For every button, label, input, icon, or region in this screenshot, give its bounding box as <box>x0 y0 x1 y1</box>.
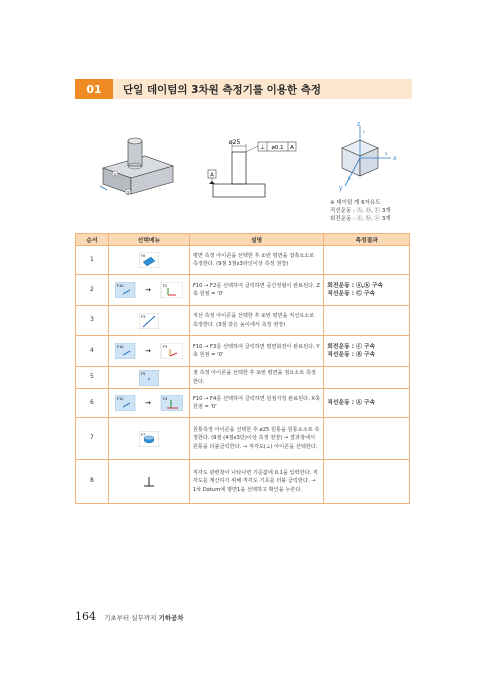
menu-cell <box>108 306 189 336</box>
step-description: F10 → F3를 선택하여 클릭하면 평면회전이 완료된다. Y축 원점 = '0' <box>189 336 323 367</box>
svg-text:F2: F2 <box>162 284 168 288</box>
svg-text:F5: F5 <box>140 371 146 376</box>
step-description: 직각도 관련창이 나타나면 기준값에 0.1을 입력한다. 직각도를 계산하기 위해 직각도 기호를 더블 클릭한다. → 1차 Datum에 평면1을 선택하고 확인을 누른다. <box>189 460 323 504</box>
step-number: 8 <box>76 460 109 504</box>
tol-datum: A <box>290 145 294 151</box>
menu-cell <box>108 418 189 460</box>
origin-set-icon[interactable] <box>115 395 183 411</box>
line-measure-icon[interactable] <box>139 313 159 329</box>
perpendicularity-icon[interactable] <box>142 475 156 489</box>
axis-x: x <box>393 155 397 162</box>
step-number: 4 <box>76 336 109 367</box>
table-row <box>76 306 410 336</box>
plane-rotate-icon[interactable] <box>115 343 183 359</box>
marker-1: ① <box>113 172 117 177</box>
menu-cell <box>108 275 189 306</box>
table-row <box>76 418 410 460</box>
page-footer <box>75 610 184 623</box>
axis-y: y <box>339 185 343 192</box>
col-header-menu: 선택메뉴 <box>108 234 189 246</box>
col-header-result: 측정결과 <box>324 234 410 246</box>
step-description: 평면 측정 아이콘을 선택한 후 ①번 평면을 접촉요소로 측정한다. (9점 3점x3라인이상 측정 권장) <box>189 246 323 275</box>
axis-label-c: c <box>363 129 366 134</box>
step-result: 회전운동 : ⓒ 구속 직선운동 : Ⓑ 구속 <box>324 336 410 367</box>
svg-text:F3: F3 <box>162 345 168 349</box>
col-header-step: 순서 <box>76 234 109 246</box>
step-result <box>324 418 410 460</box>
step-description: 점 측정 아이콘을 선택한 후 ③번 평면을 점요소로 측정한다. <box>189 367 323 389</box>
table-header-row <box>76 234 410 246</box>
part-drawing <box>208 139 296 197</box>
note-line: ※ 데이텀 계 6자유도 <box>330 200 381 206</box>
step-number: 5 <box>76 367 109 389</box>
svg-text:F10: F10 <box>116 284 124 288</box>
svg-text:→: → <box>144 347 151 355</box>
step-result <box>324 367 410 389</box>
procedure-table <box>75 233 410 504</box>
step-description: F10 → F4를 선택하여 클릭하면 원점지정 완료된다. X축 원점 = '0' <box>189 389 323 418</box>
step-description: 직선 측정 아이콘을 선택한 후 ②번 평면을 직선요소로 측정한다. (3점 같은 높이에서 측정 권장) <box>189 306 323 336</box>
cylinder-measure-icon[interactable] <box>139 431 159 447</box>
svg-text:F10: F10 <box>116 345 124 349</box>
menu-cell <box>108 336 189 367</box>
step-number: 2 <box>76 275 109 306</box>
dim-diameter: ø25 <box>229 139 241 146</box>
plane-measure-icon[interactable] <box>139 252 159 268</box>
section-title-bar <box>75 79 412 99</box>
svg-text:F3: F3 <box>140 314 146 319</box>
tol-symbol: ⊥ <box>259 144 266 151</box>
svg-text:→: → <box>144 399 151 407</box>
svg-text:F10: F10 <box>116 397 124 401</box>
page-number: 164 <box>75 610 96 623</box>
axis-cube <box>339 121 397 192</box>
part-isometric <box>100 138 173 195</box>
figure-note <box>330 199 391 223</box>
table-row <box>76 389 410 418</box>
menu-cell <box>108 246 189 275</box>
marker-2: ② <box>126 190 130 195</box>
svg-text:F4: F4 <box>162 397 168 401</box>
step-description: 원통측정 아이콘을 선택한 후 ø25 원통을 원통요소로 측정한다. (9점 (4점x3단)이상 측정 권장) → 결과창에서 원통을 더블클릭한다. → 직각도(⊥) 아이콘을 선택한다. <box>189 418 323 460</box>
axis-label-a: a <box>385 151 388 156</box>
step-number: 7 <box>76 418 109 460</box>
step-result <box>324 460 410 504</box>
svg-text:F8: F8 <box>140 254 146 258</box>
svg-text:F7: F7 <box>140 432 146 437</box>
datum-callout: A <box>210 172 214 179</box>
step-number: 6 <box>76 389 109 418</box>
book-title: 기초부터 실무까지 <box>104 614 159 622</box>
table-row <box>76 460 410 504</box>
axis-z: z <box>357 121 361 128</box>
menu-cell <box>108 460 189 504</box>
axis-label-b: b <box>348 176 351 181</box>
section-number: 01 <box>75 79 113 99</box>
note-line: 회전운동 : ⓐ, ⓑ, ⓒ 3개 <box>330 216 391 222</box>
step-result <box>324 306 410 336</box>
table-row <box>76 336 410 367</box>
table-row <box>76 275 410 306</box>
spatial-align-icon[interactable] <box>115 282 183 298</box>
step-result: 직선운동 : Ⓐ 구속 <box>324 389 410 418</box>
table-row <box>76 367 410 389</box>
section-title: 단일 데이텀의 3차원 측정기를 이용한 측정 <box>123 83 322 96</box>
tol-value: ø0.1 <box>271 145 284 151</box>
menu-cell <box>108 389 189 418</box>
step-number: 3 <box>76 306 109 336</box>
step-result: 회전운동 : ⓐ,ⓑ 구속 직선운동 : Ⓒ 구속 <box>324 275 410 306</box>
step-description: F10 → F2를 선택하여 클릭하면 공간정렬이 완료된다. Z축 원점 = '0' <box>189 275 323 306</box>
svg-text:→: → <box>144 286 151 294</box>
book-title-bold: 기하공차 <box>158 614 184 622</box>
menu-cell <box>108 367 189 389</box>
step-result <box>324 246 410 275</box>
point-measure-icon[interactable] <box>139 370 159 386</box>
col-header-desc: 설명 <box>189 234 323 246</box>
step-number: 1 <box>76 246 109 275</box>
table-row <box>76 246 410 275</box>
note-line: 직선운동 : Ⓐ, Ⓑ, Ⓒ 3개 <box>330 208 391 214</box>
